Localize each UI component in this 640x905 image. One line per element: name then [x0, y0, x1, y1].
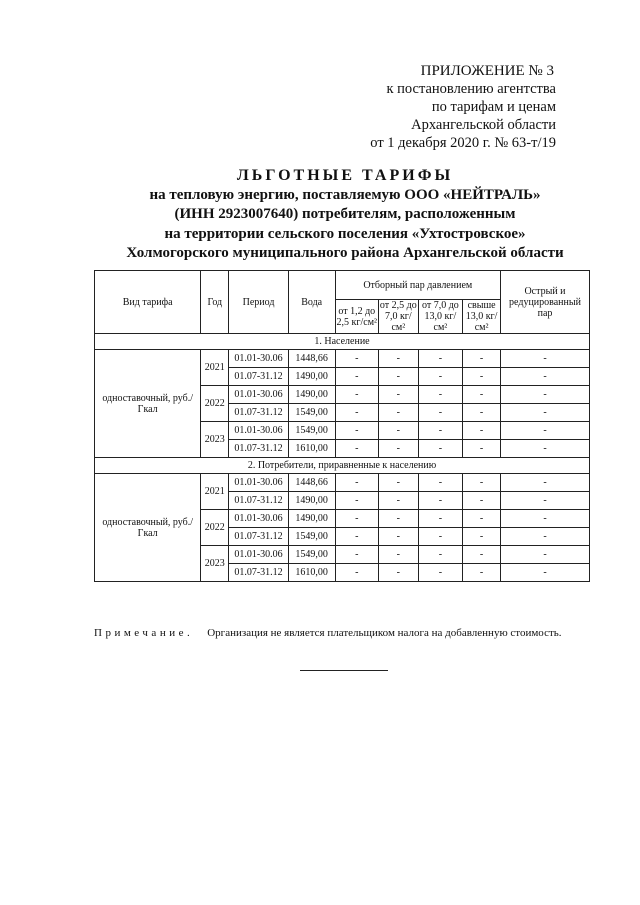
steam-cell: - — [463, 546, 501, 564]
title-heading: ЛЬГОТНЫЕ ТАРИФЫ — [236, 167, 454, 184]
water-cell: 1490,00 — [288, 368, 335, 386]
steam-cell: - — [418, 404, 463, 422]
steam-cell: - — [418, 510, 463, 528]
steam-cell: - — [418, 492, 463, 510]
appendix-date: от 1 декабря 2020 г. № 63-т/19 — [370, 135, 556, 151]
steam-cell: - — [418, 386, 463, 404]
year-cell: 2022 — [201, 386, 229, 422]
header-row — [95, 271, 590, 300]
steam-cell: - — [335, 564, 379, 582]
header-steam-3: от 7,0 до 13,0 кг/см² — [418, 300, 463, 334]
year-cell: 2023 — [201, 546, 229, 582]
note-label: Примечание. — [94, 627, 194, 639]
steam-cell: - — [379, 368, 419, 386]
steam-cell: - — [463, 510, 501, 528]
sharp-steam-cell: - — [501, 386, 590, 404]
steam-cell: - — [335, 510, 379, 528]
water-cell: 1448,66 — [288, 350, 335, 368]
year-cell: 2021 — [201, 474, 229, 510]
water-cell: 1549,00 — [288, 528, 335, 546]
section-title: 2. Потребители, приравненные к населению — [95, 458, 590, 474]
header-sharp-steam: Острый и редуцированный пар — [501, 271, 590, 334]
water-cell: 1490,00 — [288, 492, 335, 510]
water-cell: 1549,00 — [288, 422, 335, 440]
period-cell: 01.07-31.12 — [229, 368, 289, 386]
steam-cell: - — [379, 528, 419, 546]
water-cell: 1448,66 — [288, 474, 335, 492]
year-cell: 2023 — [201, 422, 229, 458]
table-row — [95, 474, 590, 492]
section-row — [95, 334, 590, 350]
title-line: на территории сельского поселения «Ухтостровское» — [164, 225, 526, 242]
sharp-steam-cell: - — [501, 510, 590, 528]
title-line: на тепловую энергию, поставляемую ООО «НЕЙТРАЛЬ» — [149, 186, 541, 203]
steam-cell: - — [463, 492, 501, 510]
appendix-line: Архангельской области — [411, 117, 556, 133]
steam-cell: - — [379, 546, 419, 564]
appendix-block — [296, 62, 556, 152]
appendix-line: к постановлению агентства — [386, 81, 556, 97]
year-cell: 2021 — [201, 350, 229, 386]
water-cell: 1610,00 — [288, 564, 335, 582]
water-cell: 1549,00 — [288, 546, 335, 564]
header-steam-2: от 2,5 до 7,0 кг/см² — [379, 300, 417, 333]
period-cell: 01.01-30.06 — [229, 422, 289, 440]
steam-cell: - — [335, 492, 379, 510]
water-cell: 1490,00 — [288, 510, 335, 528]
water-cell: 1549,00 — [288, 404, 335, 422]
tariff-type-cell: одноставочный, руб./Гкал — [95, 474, 201, 582]
steam-cell: - — [463, 564, 501, 582]
tariff-type-cell: одноставочный, руб./Гкал — [95, 350, 201, 458]
header-period: Период — [229, 271, 289, 334]
sharp-steam-cell: - — [501, 422, 590, 440]
section-title: 1. Население — [95, 334, 590, 350]
sharp-steam-cell: - — [501, 404, 590, 422]
sharp-steam-cell: - — [501, 440, 590, 458]
closing-rule — [300, 670, 388, 671]
steam-cell: - — [379, 422, 419, 440]
sharp-steam-cell: - — [501, 368, 590, 386]
steam-cell: - — [379, 404, 419, 422]
steam-cell: - — [335, 422, 379, 440]
steam-cell: - — [463, 404, 501, 422]
appendix-line: по тарифам и ценам — [431, 99, 556, 115]
steam-cell: - — [418, 528, 463, 546]
steam-cell: - — [418, 440, 463, 458]
steam-cell: - — [379, 492, 419, 510]
header-steam-1: от 1,2 до 2,5 кг/см² — [335, 300, 379, 334]
note-text: Организация не является плательщиком налога на добавленную стоимость. — [207, 627, 562, 639]
header-type: Вид тарифа — [95, 271, 201, 334]
steam-cell: - — [335, 546, 379, 564]
steam-cell: - — [418, 368, 463, 386]
header-water: Вода — [288, 271, 335, 334]
title-line: Холмогорского муниципального района Архангельской области — [126, 245, 564, 261]
steam-cell: - — [335, 386, 379, 404]
steam-cell: - — [463, 386, 501, 404]
sharp-steam-cell: - — [501, 546, 590, 564]
period-cell: 01.01-30.06 — [229, 474, 289, 492]
period-cell: 01.01-30.06 — [229, 386, 289, 404]
title-line: (ИНН 2923007640) потребителям, расположенным — [174, 206, 516, 222]
header-year: Год — [201, 271, 229, 334]
tariff-table — [94, 270, 590, 582]
steam-cell: - — [418, 422, 463, 440]
water-cell: 1610,00 — [288, 440, 335, 458]
note — [94, 627, 614, 639]
period-cell: 01.01-30.06 — [229, 546, 289, 564]
period-cell: 01.01-30.06 — [229, 510, 289, 528]
steam-cell: - — [335, 404, 379, 422]
period-cell: 01.01-30.06 — [229, 350, 289, 368]
sharp-steam-cell: - — [501, 492, 590, 510]
section-row — [95, 458, 590, 474]
steam-cell: - — [463, 440, 501, 458]
steam-cell: - — [335, 368, 379, 386]
steam-cell: - — [335, 474, 379, 492]
header-steam-group: Отборный пар давлением — [335, 271, 500, 300]
steam-cell: - — [418, 474, 463, 492]
steam-cell: - — [463, 528, 501, 546]
steam-cell: - — [335, 350, 379, 368]
steam-cell: - — [463, 350, 501, 368]
sharp-steam-cell: - — [501, 350, 590, 368]
sharp-steam-cell: - — [501, 474, 590, 492]
steam-cell: - — [379, 350, 419, 368]
period-cell: 01.07-31.12 — [229, 564, 289, 582]
steam-cell: - — [379, 386, 419, 404]
period-cell: 01.07-31.12 — [229, 528, 289, 546]
steam-cell: - — [379, 564, 419, 582]
steam-cell: - — [463, 474, 501, 492]
steam-cell: - — [463, 422, 501, 440]
steam-cell: - — [335, 528, 379, 546]
steam-cell: - — [418, 546, 463, 564]
steam-cell: - — [418, 564, 463, 582]
steam-cell: - — [379, 440, 419, 458]
year-cell: 2022 — [201, 510, 229, 546]
steam-cell: - — [379, 510, 419, 528]
period-cell: 01.07-31.12 — [229, 492, 289, 510]
sharp-steam-cell: - — [501, 528, 590, 546]
document-title — [100, 166, 590, 264]
sharp-steam-cell: - — [501, 564, 590, 582]
water-cell: 1490,00 — [288, 386, 335, 404]
period-cell: 01.07-31.12 — [229, 404, 289, 422]
steam-cell: - — [463, 368, 501, 386]
period-cell: 01.07-31.12 — [229, 440, 289, 458]
appendix-number: ПРИЛОЖЕНИЕ № 3 — [420, 63, 554, 79]
steam-cell: - — [418, 350, 463, 368]
header-steam-4: свыше 13,0 кг/см² — [463, 300, 501, 334]
steam-cell: - — [379, 474, 419, 492]
steam-cell: - — [335, 440, 379, 458]
table-row — [95, 350, 590, 368]
